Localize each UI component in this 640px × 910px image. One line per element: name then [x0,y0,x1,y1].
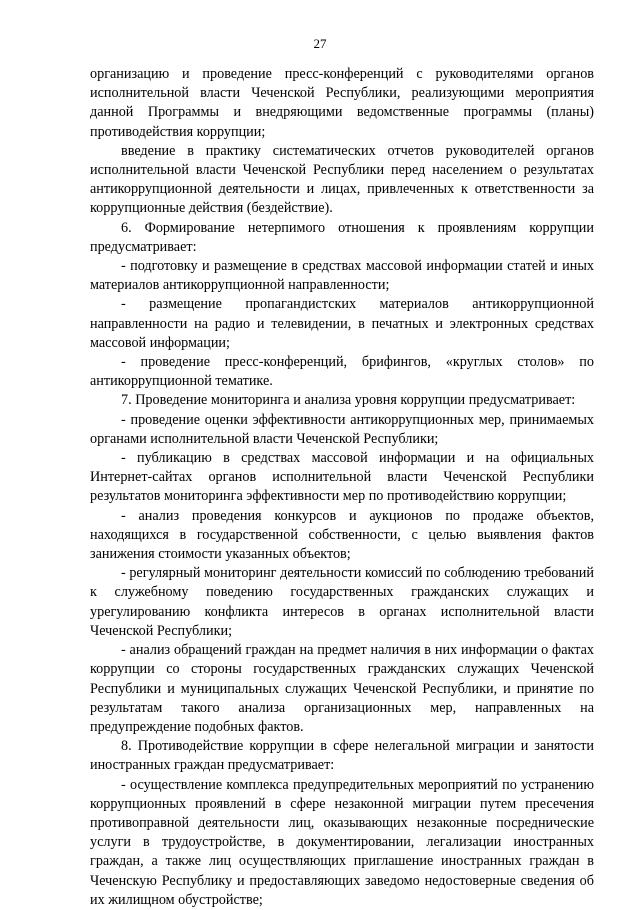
list-item-auctions-analysis: - анализ проведения конкурсов и аукционов по продаже объектов, находящихся в государственной собственности, с целью выявления фактов занижения стоимости указанных объектов; [90,507,594,563]
section-6-heading: 6. Формирование нетерпимого отношения к проявлениям коррупции предусматривает: [90,219,594,255]
list-item-media-articles: - подготовку и размещение в средствах массовой информации статей и иных материалов антикоррупционной направленности; [90,258,594,294]
list-item-press-conferences: - проведение пресс-конференций, брифингов, «круглых столов» по антикоррупционной тематике. [90,354,594,390]
list-item-propaganda: - размещение пропагандистских материалов антикоррупционной направленности на радио и телевидении, в печатных и электронных средствах массовой информации; [90,296,594,351]
list-item-citizen-appeals: - анализ обращений граждан на предмет наличия в них информации о фактах коррупции со стороны государственных гражданских служащих Чеченской Республики и муниципальных служащих Чеченской Республики, и принятие по результатам такого анализа организационных мер, направленных на предупреждение подобных фактов. [90,642,594,735]
section-8-heading: 8. Противодействие коррупции в сфере нелегальной миграции и занятости иностранных граждан предусматривает: [90,738,594,774]
page-number: 27 [313,36,327,51]
list-item-commission-monitoring: - регулярный мониторинг деятельности комиссий по соблюдению требований к служебному поведению государственных гражданских служащих и урегулированию конфликта интересов в органах исполнительной власти Чеченской Республики; [90,565,594,639]
list-item-efficiency-assessment: - проведение оценки эффективности антикоррупционных мер, принимаемых органами исполнительной власти Чеченской Республики; [90,411,594,447]
list-item-migration-measures: - осуществление комплекса предупредительных мероприятий по устранению коррупционных проявлений в сфере незаконной миграции путем пресечения противоправной деятельности лиц, оказывающих незаконные посреднические услуги в трудоустройстве, в документировании, легализации иностранных граждан, а также лиц осуществляющих приглашение иностранных граждан в Чеченскую Республику и предоставляющих заведомо недостоверные сведения об их жилищном обустройстве; [90,776,594,908]
list-item-monitoring-publication: - публикацию в средствах массовой информации и на официальных Интернет-сайтах органов исполнительной власти Чеченской Республики результатов мониторинга эффективности мер по противодействию коррупции; [90,450,594,505]
paragraph-continued: организацию и проведение пресс-конференций с руководителями органов исполнительной власти Чеченской Республики, реализующими мероприятия данной Программы и внедряющими ведомственные программы (планы) противодействия коррупции; [90,66,594,140]
document-body [90,65,594,910]
paragraph-reporting: введение в практику систематических отчетов руководителей органов исполнительной власти Чеченской Республики перед населением о результатах антикоррупционной деятельности и лицах, привлеченных к ответственности за коррупционные действия (бездействие). [90,142,594,217]
section-7-heading: 7. Проведение мониторинга и анализа уровня коррупции предусматривает: [121,392,576,409]
